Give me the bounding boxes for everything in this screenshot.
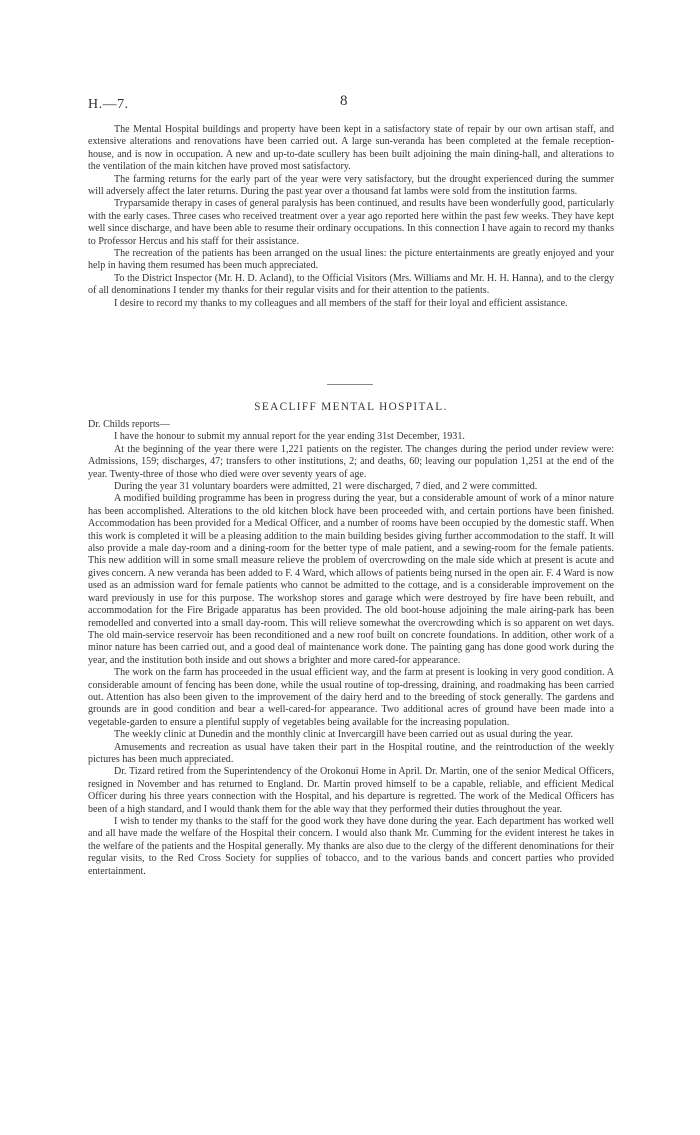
page-header [88,93,613,117]
document-reference: H.—7. [88,97,129,112]
paragraph: At the beginning of the year there were 1,221 patients on the register. The changes during the period under review were: Admissions, 159; discharges, 47; transfers to other institutions, 2; and deaths, 60; leaving our population 1,251 at the end of the year. Twenty-three of those who died were over seventy years of age. [88,443,614,480]
paragraph: Dr. Tizard retired from the Superintendency of the Orokonui Home in April. Dr. Martin, one of the senior Medical Officers, resigned in November and has returned to England. Dr. Martin proved himself to be a capable, reliable, and efficient Medical Officer during his three years connection with the Hospital, and his departure is regretted. The work of the Medical Officers has been of a high standard, and I would thank them for the able way that they performed their duties throughout the year. [88,766,614,815]
report-section-2 [88,419,614,878]
section-title: SEACLIFF MENTAL HOSPITAL. [254,401,448,413]
paragraph: The farming returns for the early part of the year were very satisfactory, but the drought experienced during the summer will adversely affect the later returns. During the past year over a thousand fat lambs were sold from the institution farms. [88,173,614,198]
report-section-1 [88,124,614,310]
paragraph: I have the honour to submit my annual report for the year ending 31st December, 1931. [114,431,465,443]
paragraph: The weekly clinic at Dunedin and the monthly clinic at Invercargill have been carried out as usual during the year. [114,729,574,741]
report-lead: Dr. Childs reports— [88,419,170,430]
paragraph: During the year 31 voluntary boarders were admitted, 21 were discharged, 7 died, and 2 were committed. [114,481,538,493]
page-number: 8 [340,93,348,109]
section-divider [327,384,373,385]
paragraph: To the District Inspector (Mr. H. D. Acland), to the Official Visitors (Mrs. Williams and Mr. H. H. Hanna), and to the clergy of all denominations I tender my thanks for their regular visits and for their attention to the patients. [88,272,614,297]
paragraph: Tryparsamide therapy in cases of general paralysis has been continued, and results have been wonderfully good, particularly with the early cases. Three cases who received treatment over a year ago reported here within the past few weeks. They have kept well since discharge, and have been able to resume their ordinary occupations. In this connection I have again to record my thanks to Professor Hercus and his staff for their assistance. [88,198,614,247]
paragraph: I wish to tender my thanks to the staff for the good work they have done during the year. Each department has worked well and all have made the welfare of the Hospital their concern. I would also thank Mr. Cumming for the evident interest he takes in the welfare of the patients and the Hospital generally. My thanks are also due to the clergy of the different denominations for their regular visits, to the Red Cross Society for supplies of tobacco, and to the various bands and concert parties who provided entertainment. [88,816,614,877]
paragraph: Amusements and recreation as usual have taken their part in the Hospital routine, and the reintroduction of the weekly pictures has been much appreciated. [88,741,614,765]
paragraph: The work on the farm has proceeded in the usual efficient way, and the farm at present is looking in very good condition. A considerable amount of fencing has been done, while the usual routine of top-dressing, draining, and roadmaking has been carried out. Attention has also been given to the improvement of the dairy herd and to the breeding of stock generally. The gardens and grounds are in good condition and bear a well-cared-for appearance. Two additional acres of ground have been made into a vegetable-garden to ensure a plentiful supply of vegetables being available for the increasing population. [88,667,614,728]
paragraph: The recreation of the patients has been arranged on the usual lines: the picture entertainments are greatly enjoyed and your help in having them resumed has been much appreciated. [88,248,614,272]
paragraph: The Mental Hospital buildings and property have been kept in a satisfactory state of repair by our own artisan staff, and extensive alterations and renovations have been carried out. A large sun-veranda has been completed at the female reception-house, and is now in occupation. A new and up-to-date scullery has been built adjoining the main dining-hall, and alterations to the ventilation of the main kitchen have proved most satisfactory. [88,124,614,173]
paragraph: I desire to record my thanks to my colleagues and all members of the staff for their loyal and efficient assistance. [114,297,568,309]
paragraph: A modified building programme has been in progress during the year, but a considerable amount of work of a minor nature has been accomplished. Alterations to the old kitchen block have been proceeded with, and certain portions have been finished. Accommodation has been provided for a Medical Officer, and a number of rooms have been occupied by the domestic staff. When this work is completed it will be a pleasing addition to the main building besides giving further accommodation to the staff. It will also provide a male day-room and a dining-room for the better type of male patient, and a sewing-room for the female patients. This new addition will in some small measure relieve the problem of overcrowding on the male side which at present is acute and gives concern. A new veranda has been added to F. 4 Ward, which allows of patients being nursed in the open air. F. 4 Ward is now used as an admission ward for female patients who cannot be admitted to the cottage, and is a considerable improvement on the ward previously in use for this purpose. The workshop stores and garage which were destroyed by fire have been rebuilt, and accommodation for the Fire Brigade apparatus has been provided. The old boot-house adjoining the male airing-park has been remodelled and converted into a small day-room. This will relieve somewhat the overcrowding which is so apparent on wet days. The old main-service reservoir has been reconditioned and a new roof built on concrete foundations. In addition, other work of a minor nature has been carried out, and a good deal of maintenance work done. The painting gang has done good work during the year, and the institution both inside and out shows a brighter and more cared-for appearance. [88,493,614,666]
